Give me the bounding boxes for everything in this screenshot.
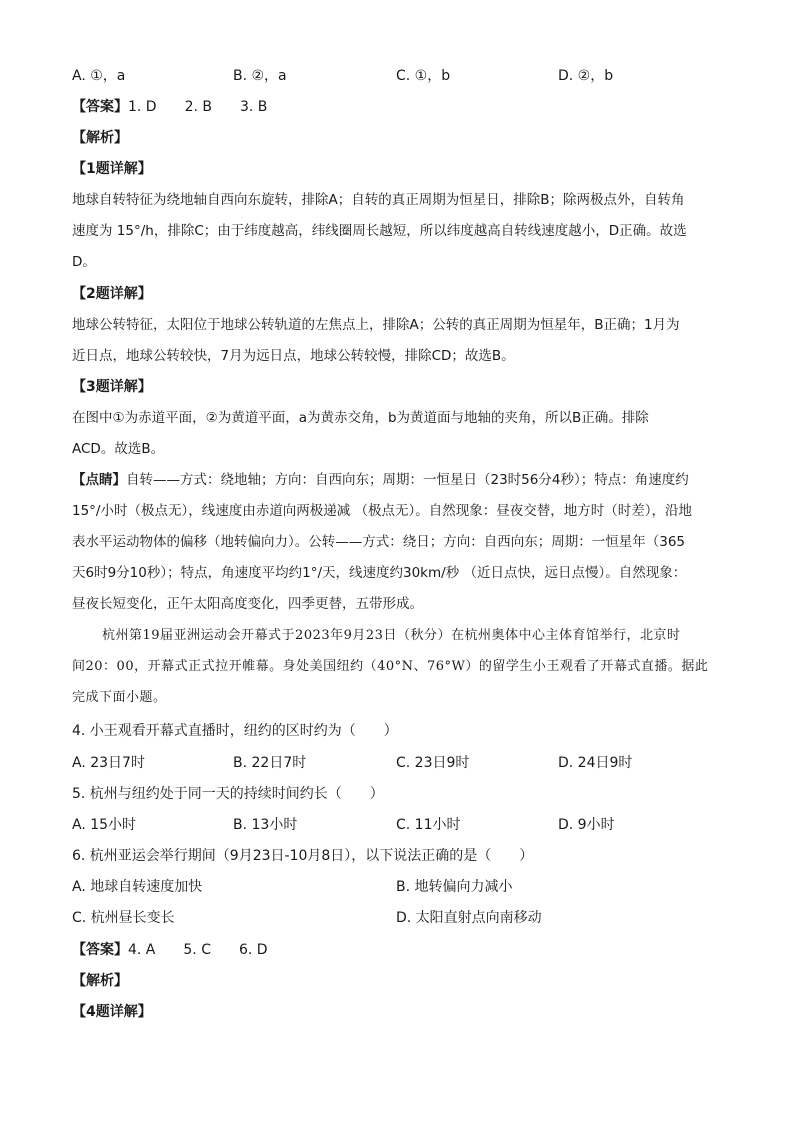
q3-detail-line: ACD。故选B。 [72,441,165,457]
q1-detail-line: D。 [72,254,96,270]
q5-option-a: A. 15小时 [72,817,137,833]
answer-text: 4. A 5. C 6. D [128,942,268,958]
tip-label: 【点睛】 [72,472,126,488]
q6-option-b: B. 地转偏向力减小 [396,879,513,895]
answer-4-6 [72,940,268,960]
q5-option-c: C. 11小时 [396,817,461,833]
q3-option-a: A. ①，a [72,68,126,84]
tip-line: 昼夜长短变化，正午太阳高度变化，四季更替，五带形成。 [72,596,423,612]
q3-detail-header: 【3题详解】 [72,379,152,395]
q6-option-a: A. 地球自转速度加快 [72,879,203,895]
tip-line [72,470,689,490]
q3-detail-line: 在图中①为赤道平面，②为黄道平面，a为黄赤交角，b为黄道面与地轴的夹角，所以B正确。排除 [72,410,649,426]
q6-stem: 6. 杭州亚运会举行期间（9月23日-10月8日），以下说法正确的是（ ） [72,848,534,864]
tip-line: 表水平运动物体的偏移（地转偏向力）。公转——方式：绕日；方向：自西向东；周期：一恒星年（365 [72,534,686,550]
tip-text: 自转——方式：绕地轴；方向：自西向东；周期：一恒星日（23时56分4秒）；特点：角速度约 [126,472,689,488]
passage-line: 间20：00，开幕式正式拉开帷幕。身处美国纽约（40°N、76°W）的留学生小王观看了开幕式直播。据此 [72,659,709,674]
q3-option-d: D. ②，b [558,68,614,84]
analysis-label: 【解析】 [72,130,128,146]
answer-1-3 [72,97,267,117]
q4-option-c: C. 23日9时 [396,755,470,771]
q2-detail-line: 近日点，地球公转较快，7月为远日点，地球公转较慢，排除CD；故选B。 [72,348,515,364]
q1-detail-line: 速度为 15°/h，排除C；由于纬度越高，纬线圈周长越短，所以纬度越高自转线速度越小，D正确。故选 [72,223,687,239]
q4-option-a: A. 23日7时 [72,755,145,771]
q2-detail-line: 地球公转特征，太阳位于地球公转轨道的左焦点上，排除A；公转的真正周期为恒星年，B正确；1月为 [72,317,680,333]
q4-stem: 4. 小王观看开幕式直播时，纽约的区时约为（ ） [72,723,398,739]
q1-detail-header: 【1题详解】 [72,161,152,177]
q6-option-c: C. 杭州昼长变长 [72,910,175,926]
passage-line: 杭州第19届亚洲运动会开幕式于2023年9月23日（秋分）在杭州奥体中心主体育馆举行，北京时 [102,628,681,643]
q1-detail-line: 地球自转特征为绕地轴自西向东旋转，排除A；自转的真正周期为恒星日，排除B；除两极点外，自转角 [72,192,685,208]
answer-label: 【答案】 [72,99,128,115]
q4-detail-header: 【4题详解】 [72,1004,152,1020]
q3-option-c: C. ①，b [396,68,451,84]
answer-label: 【答案】 [72,942,128,958]
q5-option-d: D. 9小时 [558,817,615,833]
tip-line: 15°/小时（极点无），线速度由赤道向两极递减 （极点无）。自然现象：昼夜交替，地方时（时差），沿地 [72,503,693,519]
tip-line: 天6时9分10秒）；特点，角速度平均约1°/天，线速度约30km/秒 （近日点快，远日点慢）。自然现象： [72,565,687,581]
answer-text: 1. D 2. B 3. B [128,99,268,115]
q3-option-b: B. ②，a [233,68,287,84]
q6-option-d: D. 太阳直射点向南移动 [396,910,542,926]
analysis-label: 【解析】 [72,973,128,989]
q2-detail-header: 【2题详解】 [72,286,152,302]
q4-option-d: D. 24日9时 [558,755,633,771]
passage-line: 完成下面小题。 [72,690,167,705]
q5-option-b: B. 13小时 [233,817,298,833]
q4-option-b: B. 22日7时 [233,755,307,771]
q5-stem: 5. 杭州与纽约处于同一天的持续时间约长（ ） [72,786,384,802]
